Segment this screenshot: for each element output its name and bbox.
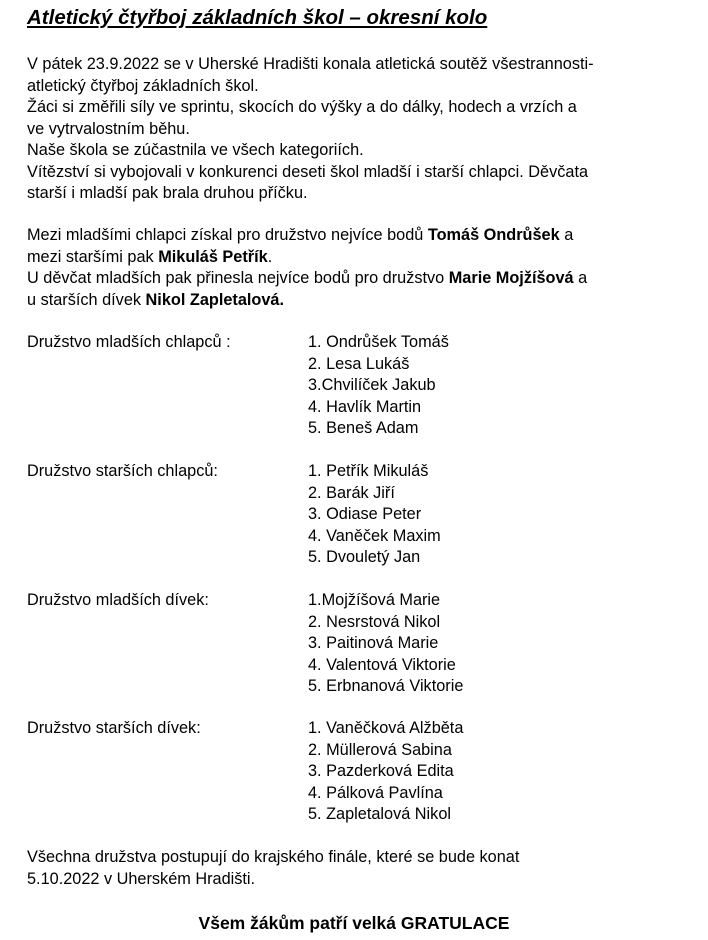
best-younger-boy: Tomáš Ondrůšek [427, 226, 560, 244]
team-member: 5. Erbnanová Viktorie [308, 677, 464, 695]
team-member: 2. Barák Jiří [308, 483, 395, 502]
team-member-list [308, 461, 441, 569]
team-member-list [308, 590, 463, 698]
highlight-text: U děvčat mladších pak přinesla nejvíce bodů pro družstvo [27, 269, 449, 287]
team-member: 2. Lesa Lukáš [308, 354, 410, 373]
highlight-line [27, 268, 587, 290]
team-member: 1. Ondrůšek Tomáš [308, 333, 449, 351]
team-label: Družstvo mladších dívek: [27, 591, 209, 609]
highlight-text: a [559, 226, 574, 244]
intro-line: V pátek 23.9.2022 se v Uherské Hradišti konala atletická soutěž všestrannosti- [27, 55, 594, 73]
team-member: 2. Müllerová Sabina [308, 740, 452, 759]
highlight-text: mezi staršími pak [27, 247, 159, 266]
team-label: Družstvo mladších chlapců : [27, 333, 231, 351]
best-older-girl: Nikol Zapletalová. [145, 290, 284, 309]
team-member: 1. Petřík Mikuláš [308, 462, 429, 480]
team-label: Družstvo starších chlapců: [27, 462, 218, 480]
intro-line: starší i mladší pak brala druhou příčku. [27, 184, 308, 202]
team-member: 5. Dvouletý Jan [308, 548, 421, 566]
highlight-line [27, 290, 284, 312]
team-member: 4. Pálková Pavlína [308, 783, 443, 802]
outro-line: 5.10.2022 v Uherském Hradišti. [27, 869, 256, 888]
team-member: 2. Nesrstová Nikol [308, 612, 441, 631]
team-label: Družstvo starších dívek: [27, 719, 201, 737]
team-member: 4. Valentová Viktorie [308, 655, 456, 674]
highlight-text: . [267, 247, 273, 266]
closing-congratulations: Všem žákům patří velká GRATULACE [198, 913, 510, 933]
best-older-boy: Mikuláš Petřík [158, 247, 268, 266]
intro-line: ve vytrvalostním běhu. [27, 119, 190, 138]
team-member: 3. Pazderková Edita [308, 762, 454, 780]
best-younger-girl: Marie Mojžíšová [448, 269, 574, 287]
team-member: 5. Zapletalová Nikol [308, 805, 451, 823]
team-member: 4. Vaněček Maxim [308, 526, 441, 545]
team-member: 1.Mojžíšová Marie [308, 591, 441, 609]
team-member-list [308, 332, 449, 440]
intro-line: Žáci si změřili síly ve sprintu, skocích do výšky a do dálky, hodech a vrzích a [27, 98, 577, 116]
outro-line: Všechna družstva postupují do krajského finále, které se bude konat [27, 848, 520, 866]
team-member: 3. Odiase Peter [308, 505, 422, 523]
team-member: 3. Paitinová Marie [308, 634, 439, 652]
team-member-list [308, 718, 463, 826]
highlight-line [27, 247, 272, 269]
highlight-text: a [573, 269, 588, 287]
team-member: 1. Vaněčková Alžběta [308, 719, 464, 737]
highlight-text: Mezi mladšími chlapci získal pro družstvo nejvíce bodů [27, 226, 428, 244]
team-member: 3.Chvilíček Jakub [308, 376, 436, 394]
highlight-text: u starších dívek [27, 290, 146, 309]
team-member: 5. Beneš Adam [308, 419, 419, 437]
highlight-line [27, 225, 573, 247]
team-member: 4. Havlík Martin [308, 397, 422, 416]
article-title: Atletický čtyřboj základních škol – okresní kolo [27, 6, 488, 29]
intro-line: atletický čtyřboj základních škol. [27, 76, 259, 95]
intro-line: Vítězství si vybojovali v konkurenci deseti škol mladší i starší chlapci. Děvčata [27, 162, 589, 181]
intro-line: Naše škola se zúčastnila ve všech kategoriích. [27, 141, 364, 159]
